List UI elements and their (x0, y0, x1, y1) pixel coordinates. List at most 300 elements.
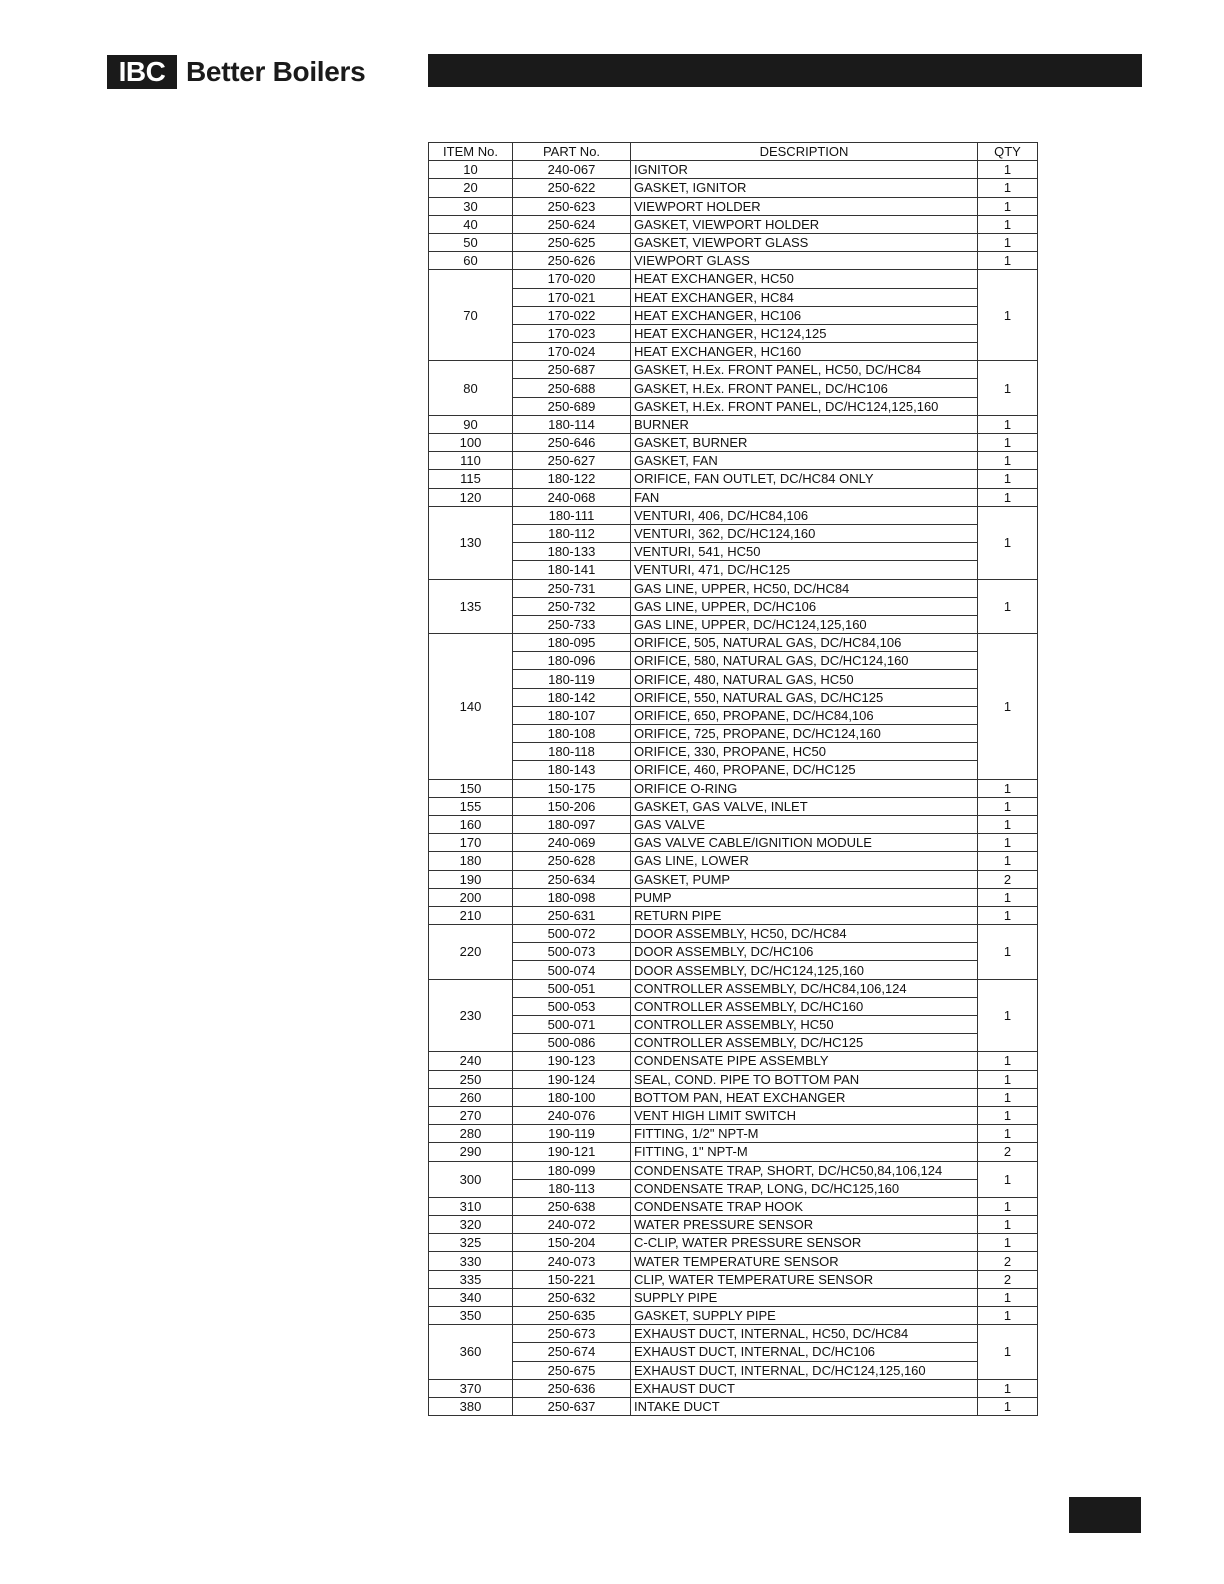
quantity-cell: 1 (978, 1052, 1038, 1070)
item-number-cell: 260 (429, 1088, 513, 1106)
part-number-cell: 180-118 (513, 743, 631, 761)
part-number-cell: 250-631 (513, 906, 631, 924)
part-number-cell: 170-021 (513, 288, 631, 306)
quantity-cell: 1 (978, 506, 1038, 579)
table-row (429, 615, 1038, 633)
description-cell: HEAT EXCHANGER, HC106 (631, 306, 978, 324)
quantity-cell: 1 (978, 1325, 1038, 1380)
description-cell: ORIFICE, 505, NATURAL GAS, DC/HC84,106 (631, 634, 978, 652)
part-number-cell: 250-646 (513, 434, 631, 452)
item-number-cell: 350 (429, 1307, 513, 1325)
table-row (429, 1179, 1038, 1197)
description-cell: HEAT EXCHANGER, HC124,125 (631, 324, 978, 342)
part-number-cell: 250-637 (513, 1397, 631, 1415)
table-row (429, 1143, 1038, 1161)
table-row (429, 743, 1038, 761)
table-row (429, 524, 1038, 542)
column-header-qty: QTY (978, 143, 1038, 161)
table-row (429, 1361, 1038, 1379)
item-number-cell: 335 (429, 1270, 513, 1288)
table-row (429, 361, 1038, 379)
table-row (429, 815, 1038, 833)
item-number-cell: 115 (429, 470, 513, 488)
table-row (429, 870, 1038, 888)
quantity-cell: 1 (978, 1379, 1038, 1397)
part-number-cell: 250-689 (513, 397, 631, 415)
description-cell: ORIFICE, 580, NATURAL GAS, DC/HC124,160 (631, 652, 978, 670)
table-row (429, 1052, 1038, 1070)
quantity-cell: 2 (978, 1270, 1038, 1288)
part-number-cell: 240-069 (513, 834, 631, 852)
table-row (429, 233, 1038, 251)
description-cell: EXHAUST DUCT, INTERNAL, DC/HC106 (631, 1343, 978, 1361)
quantity-cell: 2 (978, 1143, 1038, 1161)
item-number-cell: 300 (429, 1161, 513, 1197)
item-number-cell: 240 (429, 1052, 513, 1070)
item-number-cell: 110 (429, 452, 513, 470)
description-cell: VENTURI, 541, HC50 (631, 543, 978, 561)
table-row (429, 1270, 1038, 1288)
quantity-cell: 1 (978, 779, 1038, 797)
quantity-cell: 1 (978, 1106, 1038, 1124)
description-cell: GASKET, VIEWPORT HOLDER (631, 215, 978, 233)
part-number-cell: 190-119 (513, 1125, 631, 1143)
part-number-cell: 240-068 (513, 488, 631, 506)
description-cell: WATER PRESSURE SENSOR (631, 1216, 978, 1234)
part-number-cell: 500-053 (513, 997, 631, 1015)
table-row (429, 979, 1038, 997)
description-cell: GASKET, BURNER (631, 434, 978, 452)
quantity-cell: 1 (978, 1397, 1038, 1415)
description-cell: IGNITOR (631, 161, 978, 179)
part-number-cell: 170-020 (513, 270, 631, 288)
item-number-cell: 40 (429, 215, 513, 233)
table-row (429, 725, 1038, 743)
quantity-cell: 1 (978, 888, 1038, 906)
description-cell: GAS LINE, UPPER, DC/HC106 (631, 597, 978, 615)
description-cell: FAN (631, 488, 978, 506)
description-cell: GASKET, FAN (631, 452, 978, 470)
part-number-cell: 500-074 (513, 961, 631, 979)
item-number-cell: 20 (429, 179, 513, 197)
description-cell: HEAT EXCHANGER, HC84 (631, 288, 978, 306)
table-row (429, 997, 1038, 1015)
part-number-cell: 250-674 (513, 1343, 631, 1361)
quantity-cell: 1 (978, 1288, 1038, 1306)
table-row (429, 925, 1038, 943)
table-row (429, 706, 1038, 724)
table-row (429, 1161, 1038, 1179)
description-cell: VENTURI, 362, DC/HC124,160 (631, 524, 978, 542)
table-row (429, 543, 1038, 561)
parts-table-body (429, 161, 1038, 1416)
table-row (429, 1106, 1038, 1124)
item-number-cell: 90 (429, 415, 513, 433)
table-row (429, 906, 1038, 924)
quantity-cell: 1 (978, 488, 1038, 506)
item-number-cell: 270 (429, 1106, 513, 1124)
table-row (429, 1070, 1038, 1088)
description-cell: CONDENSATE PIPE ASSEMBLY (631, 1052, 978, 1070)
quantity-cell: 1 (978, 1234, 1038, 1252)
table-row (429, 761, 1038, 779)
table-row (429, 324, 1038, 342)
table-row (429, 1307, 1038, 1325)
table-row (429, 797, 1038, 815)
description-cell: PUMP (631, 888, 978, 906)
description-cell: ORIFICE, 480, NATURAL GAS, HC50 (631, 670, 978, 688)
description-cell: VENTURI, 471, DC/HC125 (631, 561, 978, 579)
part-number-cell: 500-072 (513, 925, 631, 943)
part-number-cell: 180-107 (513, 706, 631, 724)
part-number-cell: 180-142 (513, 688, 631, 706)
part-number-cell: 240-072 (513, 1216, 631, 1234)
quantity-cell: 1 (978, 415, 1038, 433)
item-number-cell: 320 (429, 1216, 513, 1234)
item-number-cell: 290 (429, 1143, 513, 1161)
description-cell: ORIFICE O-RING (631, 779, 978, 797)
item-number-cell: 150 (429, 779, 513, 797)
item-number-cell: 180 (429, 852, 513, 870)
table-row (429, 434, 1038, 452)
table-row (429, 1252, 1038, 1270)
table-row (429, 688, 1038, 706)
part-number-cell: 250-632 (513, 1288, 631, 1306)
table-row (429, 379, 1038, 397)
description-cell: EXHAUST DUCT (631, 1379, 978, 1397)
part-number-cell: 170-023 (513, 324, 631, 342)
table-row (429, 288, 1038, 306)
part-number-cell: 250-731 (513, 579, 631, 597)
quantity-cell: 1 (978, 834, 1038, 852)
part-number-cell: 250-628 (513, 852, 631, 870)
part-number-cell: 180-122 (513, 470, 631, 488)
description-cell: CONDENSATE TRAP, SHORT, DC/HC50,84,106,124 (631, 1161, 978, 1179)
table-row (429, 1216, 1038, 1234)
column-header-description: DESCRIPTION (631, 143, 978, 161)
table-row (429, 215, 1038, 233)
table-row (429, 415, 1038, 433)
table-row (429, 306, 1038, 324)
table-header-row (429, 143, 1038, 161)
description-cell: INTAKE DUCT (631, 1397, 978, 1415)
table-row (429, 670, 1038, 688)
item-number-cell: 250 (429, 1070, 513, 1088)
table-row (429, 579, 1038, 597)
description-cell: EXHAUST DUCT, INTERNAL, HC50, DC/HC84 (631, 1325, 978, 1343)
header-bar (428, 54, 1142, 87)
description-cell: GAS LINE, UPPER, HC50, DC/HC84 (631, 579, 978, 597)
table-row (429, 834, 1038, 852)
part-number-cell: 250-636 (513, 1379, 631, 1397)
quantity-cell: 1 (978, 1161, 1038, 1197)
part-number-cell: 180-098 (513, 888, 631, 906)
description-cell: GAS LINE, LOWER (631, 852, 978, 870)
description-cell: VIEWPORT GLASS (631, 252, 978, 270)
item-number-cell: 380 (429, 1397, 513, 1415)
part-number-cell: 500-071 (513, 1016, 631, 1034)
part-number-cell: 250-688 (513, 379, 631, 397)
item-number-cell: 80 (429, 361, 513, 416)
part-number-cell: 250-627 (513, 452, 631, 470)
part-number-cell: 500-051 (513, 979, 631, 997)
table-row (429, 1016, 1038, 1034)
description-cell: GAS VALVE (631, 815, 978, 833)
table-row (429, 397, 1038, 415)
part-number-cell: 240-073 (513, 1252, 631, 1270)
description-cell: CONDENSATE TRAP, LONG, DC/HC125,160 (631, 1179, 978, 1197)
quantity-cell: 1 (978, 634, 1038, 780)
description-cell: HEAT EXCHANGER, HC50 (631, 270, 978, 288)
item-number-cell: 50 (429, 233, 513, 251)
description-cell: WATER TEMPERATURE SENSOR (631, 1252, 978, 1270)
description-cell: GAS LINE, UPPER, DC/HC124,125,160 (631, 615, 978, 633)
table-row (429, 652, 1038, 670)
part-number-cell: 240-067 (513, 161, 631, 179)
part-number-cell: 150-206 (513, 797, 631, 815)
description-cell: CONTROLLER ASSEMBLY, DC/HC160 (631, 997, 978, 1015)
description-cell: VENT HIGH LIMIT SWITCH (631, 1106, 978, 1124)
description-cell: VIEWPORT HOLDER (631, 197, 978, 215)
logo-text: Better Boilers (186, 56, 366, 87)
part-number-cell: 250-638 (513, 1197, 631, 1215)
part-number-cell: 250-635 (513, 1307, 631, 1325)
part-number-cell: 180-113 (513, 1179, 631, 1197)
table-row (429, 597, 1038, 615)
part-number-cell: 250-675 (513, 1361, 631, 1379)
quantity-cell: 2 (978, 1252, 1038, 1270)
quantity-cell: 1 (978, 1125, 1038, 1143)
description-cell: BURNER (631, 415, 978, 433)
description-cell: CLIP, WATER TEMPERATURE SENSOR (631, 1270, 978, 1288)
item-number-cell: 70 (429, 270, 513, 361)
quantity-cell: 1 (978, 1216, 1038, 1234)
part-number-cell: 150-204 (513, 1234, 631, 1252)
description-cell: GASKET, IGNITOR (631, 179, 978, 197)
item-number-cell: 60 (429, 252, 513, 270)
part-number-cell: 180-111 (513, 506, 631, 524)
item-number-cell: 120 (429, 488, 513, 506)
description-cell: C-CLIP, WATER PRESSURE SENSOR (631, 1234, 978, 1252)
table-row (429, 1234, 1038, 1252)
part-number-cell: 180-100 (513, 1088, 631, 1106)
part-number-cell: 250-733 (513, 615, 631, 633)
part-number-cell: 180-108 (513, 725, 631, 743)
table-row (429, 1379, 1038, 1397)
table-row (429, 506, 1038, 524)
quantity-cell: 1 (978, 1197, 1038, 1215)
quantity-cell: 1 (978, 579, 1038, 634)
part-number-cell: 180-114 (513, 415, 631, 433)
item-number-cell: 160 (429, 815, 513, 833)
table-row (429, 452, 1038, 470)
table-row (429, 1125, 1038, 1143)
quantity-cell: 1 (978, 215, 1038, 233)
part-number-cell: 190-121 (513, 1143, 631, 1161)
parts-table (428, 142, 1038, 1416)
item-number-cell: 170 (429, 834, 513, 852)
description-cell: ORIFICE, 725, PROPANE, DC/HC124,160 (631, 725, 978, 743)
table-row (429, 779, 1038, 797)
part-number-cell: 170-024 (513, 343, 631, 361)
part-number-cell: 250-732 (513, 597, 631, 615)
item-number-cell: 210 (429, 906, 513, 924)
quantity-cell: 1 (978, 1088, 1038, 1106)
item-number-cell: 100 (429, 434, 513, 452)
table-row (429, 1088, 1038, 1106)
table-row (429, 852, 1038, 870)
quantity-cell: 1 (978, 906, 1038, 924)
item-number-cell: 190 (429, 870, 513, 888)
column-header-part: PART No. (513, 143, 631, 161)
table-row (429, 1034, 1038, 1052)
part-number-cell: 180-143 (513, 761, 631, 779)
description-cell: CONDENSATE TRAP HOOK (631, 1197, 978, 1215)
quantity-cell: 1 (978, 361, 1038, 416)
description-cell: ORIFICE, 550, NATURAL GAS, DC/HC125 (631, 688, 978, 706)
description-cell: DOOR ASSEMBLY, DC/HC124,125,160 (631, 961, 978, 979)
item-number-cell: 280 (429, 1125, 513, 1143)
table-row (429, 1325, 1038, 1343)
item-number-cell: 330 (429, 1252, 513, 1270)
item-number-cell: 325 (429, 1234, 513, 1252)
part-number-cell: 170-022 (513, 306, 631, 324)
description-cell: GASKET, H.Ex. FRONT PANEL, DC/HC124,125,160 (631, 397, 978, 415)
brand-logo (107, 55, 365, 89)
part-number-cell: 180-119 (513, 670, 631, 688)
quantity-cell: 1 (978, 233, 1038, 251)
table-row (429, 343, 1038, 361)
table-row (429, 161, 1038, 179)
item-number-cell: 30 (429, 197, 513, 215)
quantity-cell: 1 (978, 470, 1038, 488)
part-number-cell: 250-687 (513, 361, 631, 379)
item-number-cell: 370 (429, 1379, 513, 1397)
description-cell: GASKET, VIEWPORT GLASS (631, 233, 978, 251)
quantity-cell: 1 (978, 270, 1038, 361)
table-row (429, 961, 1038, 979)
description-cell: GAS VALVE CABLE/IGNITION MODULE (631, 834, 978, 852)
part-number-cell: 180-133 (513, 543, 631, 561)
description-cell: ORIFICE, 460, PROPANE, DC/HC125 (631, 761, 978, 779)
table-row (429, 888, 1038, 906)
quantity-cell: 1 (978, 852, 1038, 870)
description-cell: GASKET, PUMP (631, 870, 978, 888)
description-cell: ORIFICE, 330, PROPANE, HC50 (631, 743, 978, 761)
part-number-cell: 180-099 (513, 1161, 631, 1179)
description-cell: CONTROLLER ASSEMBLY, DC/HC84,106,124 (631, 979, 978, 997)
description-cell: GASKET, GAS VALVE, INLET (631, 797, 978, 815)
part-number-cell: 180-141 (513, 561, 631, 579)
description-cell: CONTROLLER ASSEMBLY, HC50 (631, 1016, 978, 1034)
quantity-cell: 1 (978, 815, 1038, 833)
description-cell: EXHAUST DUCT, INTERNAL, DC/HC124,125,160 (631, 1361, 978, 1379)
table-row (429, 561, 1038, 579)
part-number-cell: 500-073 (513, 943, 631, 961)
part-number-cell: 250-622 (513, 179, 631, 197)
quantity-cell: 1 (978, 161, 1038, 179)
part-number-cell: 150-221 (513, 1270, 631, 1288)
table-row (429, 252, 1038, 270)
item-number-cell: 340 (429, 1288, 513, 1306)
description-cell: ORIFICE, 650, PROPANE, DC/HC84,106 (631, 706, 978, 724)
quantity-cell: 1 (978, 1307, 1038, 1325)
description-cell: SUPPLY PIPE (631, 1288, 978, 1306)
table-row (429, 270, 1038, 288)
table-row (429, 943, 1038, 961)
part-number-cell: 500-086 (513, 1034, 631, 1052)
item-number-cell: 200 (429, 888, 513, 906)
quantity-cell: 1 (978, 797, 1038, 815)
table-row (429, 1288, 1038, 1306)
quantity-cell: 1 (978, 197, 1038, 215)
description-cell: BOTTOM PAN, HEAT EXCHANGER (631, 1088, 978, 1106)
table-row (429, 179, 1038, 197)
quantity-cell: 1 (978, 1070, 1038, 1088)
description-cell: DOOR ASSEMBLY, DC/HC106 (631, 943, 978, 961)
item-number-cell: 230 (429, 979, 513, 1052)
quantity-cell: 1 (978, 252, 1038, 270)
logo-mark: IBC (107, 55, 177, 89)
part-number-cell: 250-673 (513, 1325, 631, 1343)
description-cell: VENTURI, 406, DC/HC84,106 (631, 506, 978, 524)
description-cell: HEAT EXCHANGER, HC160 (631, 343, 978, 361)
part-number-cell: 180-097 (513, 815, 631, 833)
part-number-cell: 180-096 (513, 652, 631, 670)
quantity-cell: 1 (978, 434, 1038, 452)
item-number-cell: 220 (429, 925, 513, 980)
part-number-cell: 250-623 (513, 197, 631, 215)
description-cell: RETURN PIPE (631, 906, 978, 924)
table-row (429, 470, 1038, 488)
part-number-cell: 250-634 (513, 870, 631, 888)
description-cell: GASKET, H.Ex. FRONT PANEL, DC/HC106 (631, 379, 978, 397)
item-number-cell: 140 (429, 634, 513, 780)
part-number-cell: 180-112 (513, 524, 631, 542)
table-row (429, 1343, 1038, 1361)
table-row (429, 1197, 1038, 1215)
part-number-cell: 190-123 (513, 1052, 631, 1070)
item-number-cell: 10 (429, 161, 513, 179)
item-number-cell: 135 (429, 579, 513, 634)
part-number-cell: 180-095 (513, 634, 631, 652)
description-cell: FITTING, 1" NPT-M (631, 1143, 978, 1161)
description-cell: GASKET, H.Ex. FRONT PANEL, HC50, DC/HC84 (631, 361, 978, 379)
item-number-cell: 130 (429, 506, 513, 579)
quantity-cell: 1 (978, 179, 1038, 197)
description-cell: GASKET, SUPPLY PIPE (631, 1307, 978, 1325)
item-number-cell: 155 (429, 797, 513, 815)
part-number-cell: 250-626 (513, 252, 631, 270)
item-number-cell: 360 (429, 1325, 513, 1380)
quantity-cell: 1 (978, 925, 1038, 980)
table-row (429, 634, 1038, 652)
table-row (429, 197, 1038, 215)
quantity-cell: 1 (978, 452, 1038, 470)
item-number-cell: 310 (429, 1197, 513, 1215)
part-number-cell: 150-175 (513, 779, 631, 797)
description-cell: SEAL, COND. PIPE TO BOTTOM PAN (631, 1070, 978, 1088)
part-number-cell: 250-625 (513, 233, 631, 251)
page-number-tab (1069, 1497, 1141, 1533)
column-header-item: ITEM No. (429, 143, 513, 161)
description-cell: DOOR ASSEMBLY, HC50, DC/HC84 (631, 925, 978, 943)
table-row (429, 1397, 1038, 1415)
part-number-cell: 240-076 (513, 1106, 631, 1124)
description-cell: ORIFICE, FAN OUTLET, DC/HC84 ONLY (631, 470, 978, 488)
part-number-cell: 250-624 (513, 215, 631, 233)
table-row (429, 488, 1038, 506)
